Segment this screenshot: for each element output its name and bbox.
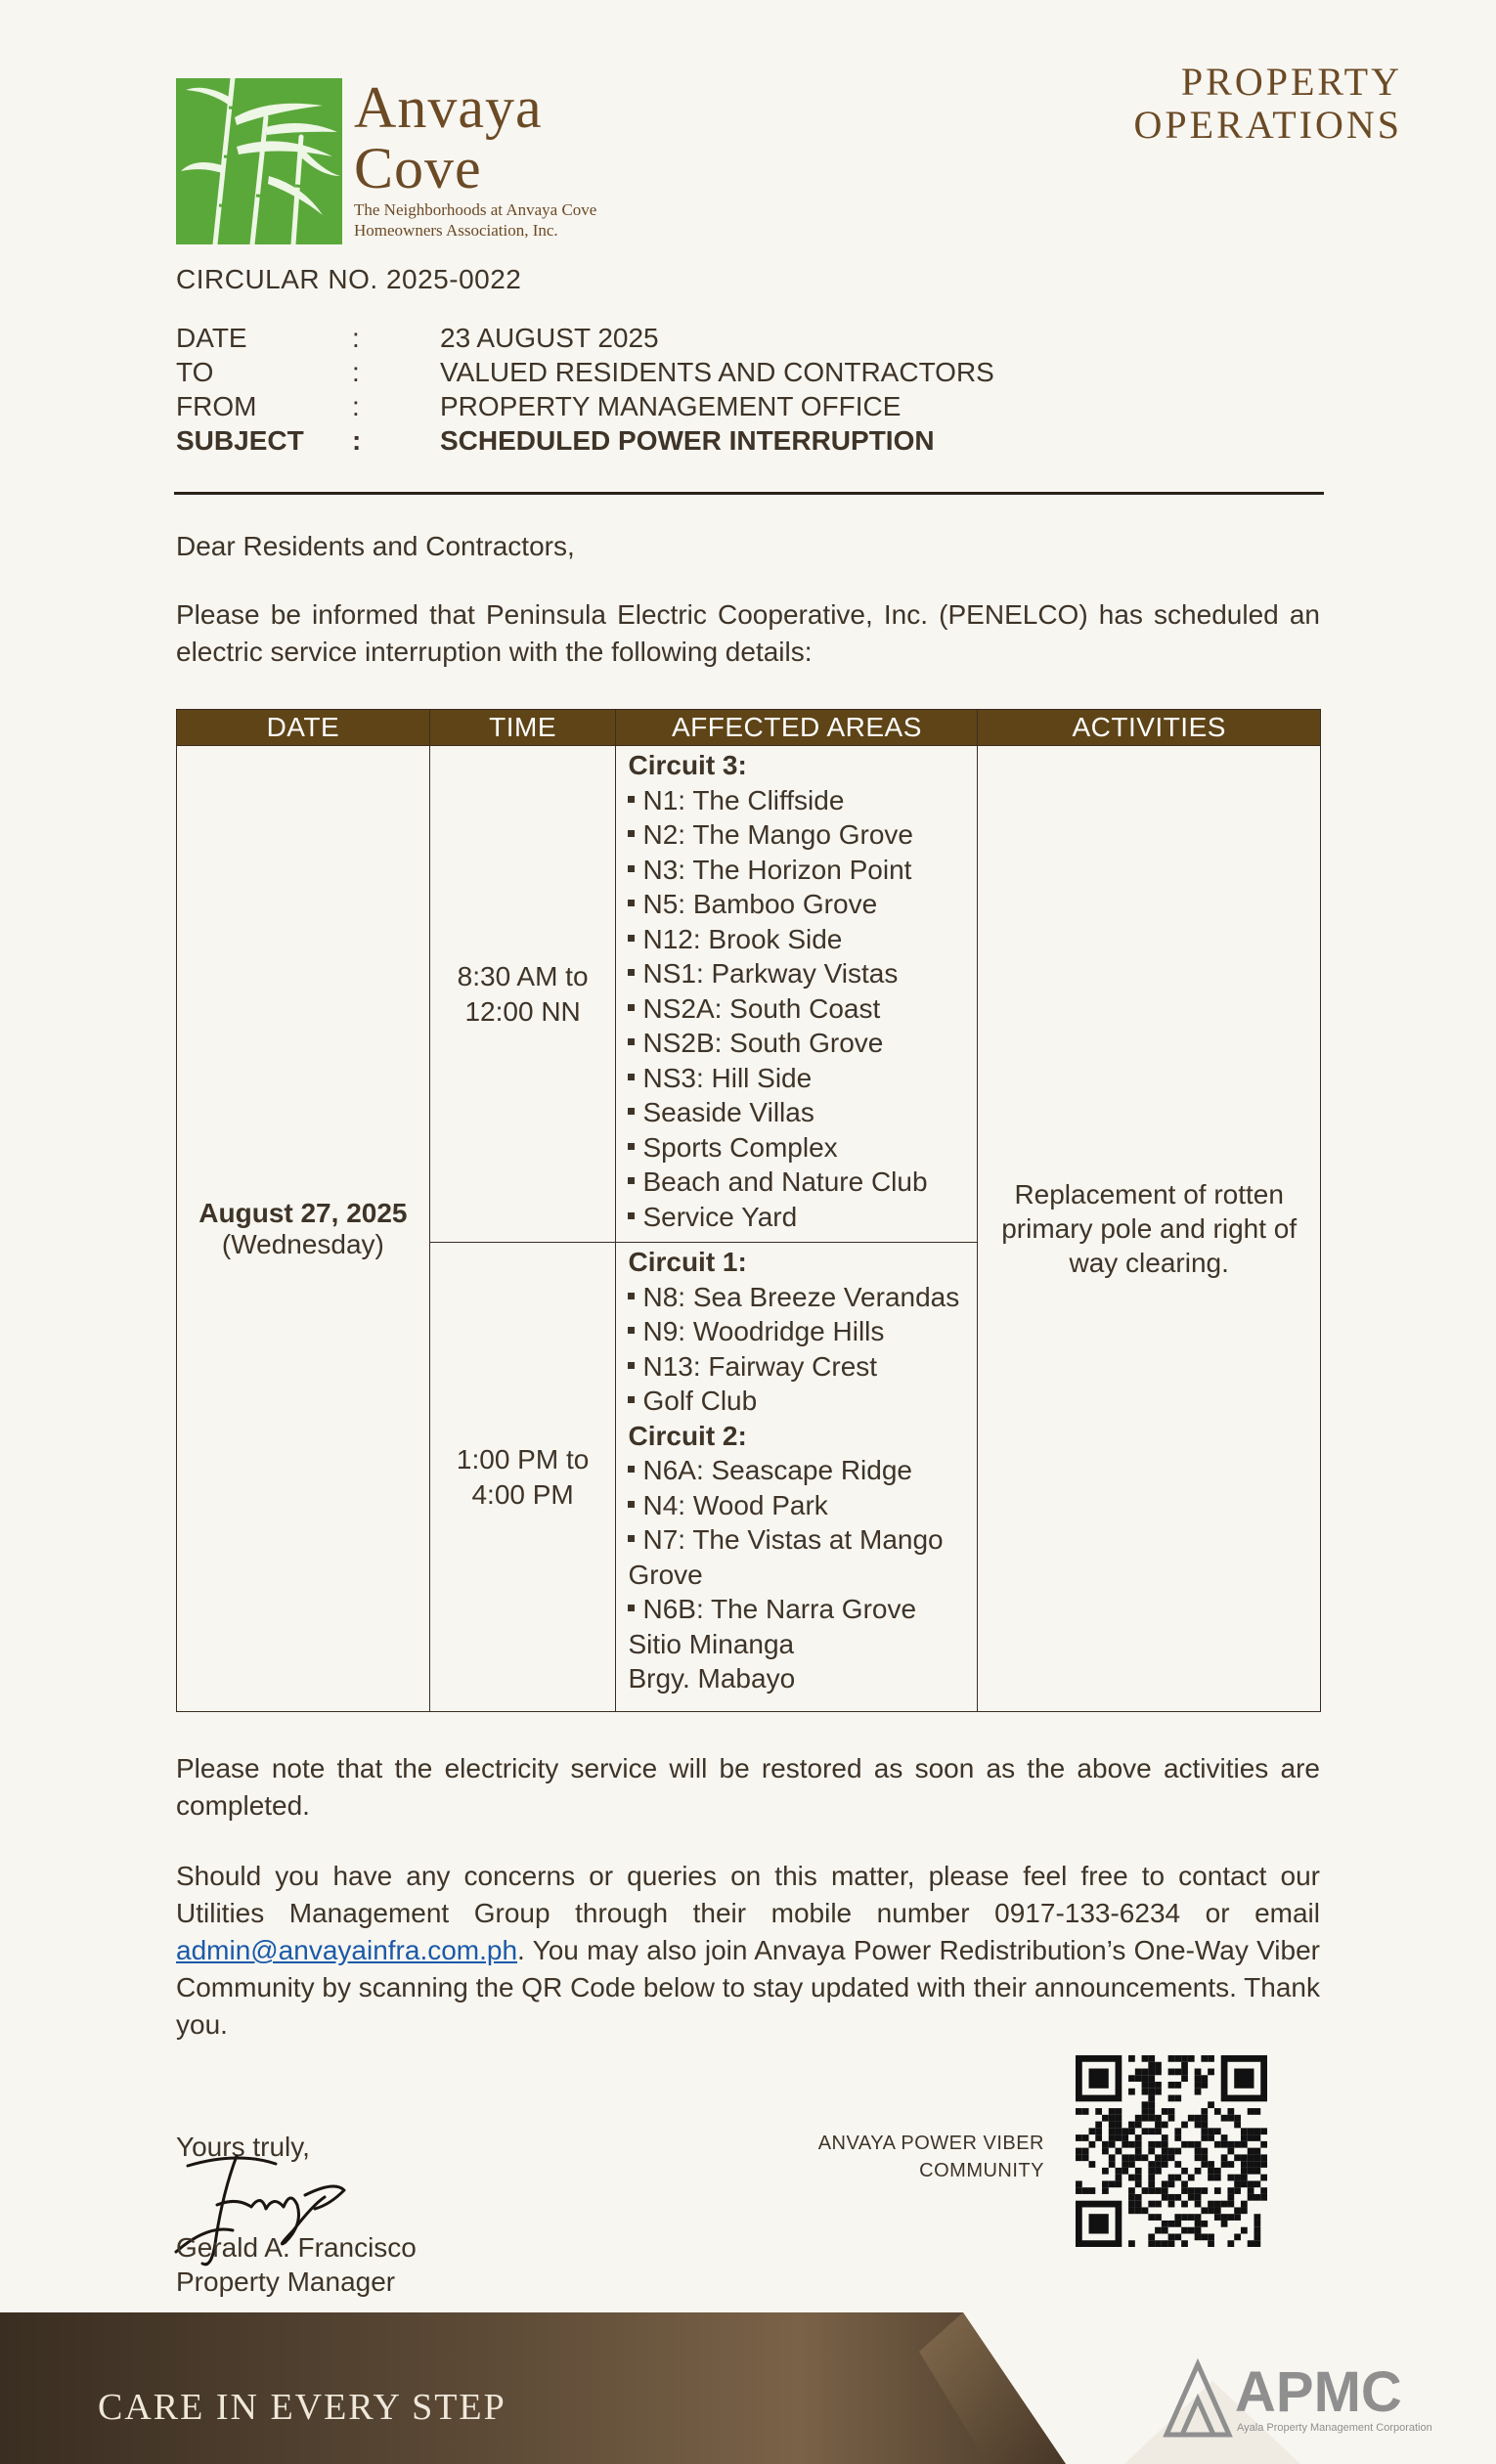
area-name: NS1: Parkway Vistas [642, 958, 899, 989]
bullet-icon [628, 1212, 635, 1219]
list-item [628, 991, 965, 1027]
meta-row-to [176, 355, 1124, 389]
meta-key: TO [176, 356, 214, 387]
meta-key: DATE [176, 322, 247, 353]
logo-line2: Cove [354, 136, 482, 200]
area-name: N12: Brook Side [642, 923, 843, 954]
area-name: Service Yard [642, 1201, 798, 1232]
dept-line2: OPERATIONS [1133, 103, 1402, 147]
meta-row-subject [176, 423, 1124, 458]
areas-cell-afternoon [616, 1243, 978, 1712]
meta-value: VALUED RESIDENTS AND CONTRACTORS [440, 356, 994, 387]
list-item [628, 1200, 965, 1235]
viber-line1: ANVAYA POWER VIBER [817, 2133, 1044, 2154]
meta-row-from [176, 389, 1124, 423]
list-item [628, 783, 965, 818]
list-item [628, 1026, 965, 1061]
areas-extra-list [628, 1627, 965, 1696]
meta-row-date [176, 321, 1124, 355]
restoration-note: Please note that the electricity service will be restored as soon as the above activities are completed. [176, 1753, 1320, 1821]
activity-text: Replacement of rotten primary pole and right of way clearing. [1001, 1179, 1298, 1278]
list-item [628, 1592, 965, 1627]
list-item [628, 1522, 965, 1592]
list-item [628, 1314, 965, 1349]
bullet-icon [628, 1605, 635, 1611]
bullet-icon [628, 830, 635, 837]
list-item [628, 1061, 965, 1096]
list-item [628, 1384, 965, 1419]
bullet-icon [628, 1038, 635, 1045]
apmc-logo [1159, 2345, 1437, 2442]
circuit-label: Circuit 2: [628, 1420, 747, 1451]
contact-text-after: . You may also join Anvaya Power Redistribution’s One-Way Viber Community by scanning the QR Code below to stay updated with their announcements. Thank you. [176, 1935, 1320, 2040]
list-item [628, 1453, 965, 1488]
time-line: 4:00 PM [471, 1478, 574, 1510]
areas-list [628, 1453, 965, 1627]
area-name: N7: The Vistas at Mango Grove [628, 1524, 944, 1590]
list-item [628, 817, 965, 853]
meta-colon: : [352, 322, 360, 353]
areas-list [628, 1280, 965, 1419]
area-name: NS3: Hill Side [642, 1062, 813, 1093]
area-name: Sitio Minanga [628, 1628, 795, 1659]
time-line: 1:00 PM to [456, 1443, 590, 1474]
list-item [628, 922, 965, 957]
area-name: N4: Wood Park [642, 1489, 828, 1520]
bullet-icon [628, 1074, 635, 1080]
meta-colon: : [352, 424, 362, 456]
area-name: N8: Sea Breeze Verandas [642, 1281, 960, 1312]
bullet-icon [628, 865, 635, 872]
bullet-icon [628, 935, 635, 942]
bullet-icon [628, 1108, 635, 1115]
logo-sub-line2: Homeowners Association, Inc. [354, 221, 558, 240]
area-name: N3: The Horizon Point [642, 854, 912, 885]
footer-tagline: CARE IN EVERY STEP [98, 2387, 506, 2428]
circuit-label: Circuit 3: [628, 750, 747, 780]
signer-name: Gerald A. Francisco [176, 2232, 417, 2263]
area-name: N1: The Cliffside [642, 784, 845, 815]
table-header-row [177, 710, 1321, 746]
bullet-icon [628, 1466, 635, 1473]
areas-list [628, 783, 965, 1235]
list-item [628, 956, 965, 991]
header-activities: ACTIVITIES [978, 710, 1321, 746]
dept-line1: PROPERTY [1180, 60, 1402, 104]
list-item [628, 1095, 965, 1130]
area-name: Seaside Villas [642, 1097, 814, 1127]
viber-line2: COMMUNITY [919, 2160, 1044, 2181]
schedule-table [176, 709, 1321, 1712]
time-cell-afternoon [429, 1243, 616, 1712]
bullet-icon [628, 1177, 635, 1184]
apmc-wordmark: APMC [1235, 2360, 1402, 2424]
bullet-icon [628, 1004, 635, 1011]
logo-sub-line1: The Neighborhoods at Anvaya Cove [354, 200, 597, 219]
header-time: TIME [429, 710, 616, 746]
list-item [628, 887, 965, 922]
list-item [628, 1280, 965, 1315]
bullet-icon [628, 1396, 635, 1403]
area-name: N13: Fairway Crest [642, 1350, 878, 1382]
meta-key: SUBJECT [176, 424, 304, 456]
bullet-icon [628, 1143, 635, 1150]
header-date: DATE [177, 710, 430, 746]
viber-label [782, 2130, 1044, 2184]
area-name: Sports Complex [642, 1131, 838, 1163]
closing: Yours truly, [176, 2132, 310, 2162]
logo-wordmark [354, 75, 543, 200]
area-name: Beach and Nature Club [642, 1166, 928, 1197]
list-item [628, 853, 965, 888]
area-name: N9: Woodridge Hills [642, 1316, 885, 1346]
bullet-icon [628, 1535, 635, 1542]
meta-key: FROM [176, 390, 257, 421]
area-name: N6B: The Narra Grove [642, 1594, 917, 1624]
viber-qr-code[interactable] [1069, 2055, 1274, 2247]
header-affected-areas: AFFECTED AREAS [616, 710, 978, 746]
meta-colon: : [352, 356, 360, 387]
areas-cell-morning [616, 746, 978, 1243]
area-name: N6A: Seascape Ridge [642, 1455, 912, 1485]
bullet-icon [628, 969, 635, 976]
list-item [628, 1349, 965, 1385]
list-item [628, 1488, 965, 1523]
logo-subtitle [354, 199, 667, 241]
area-name: N2: The Mango Grove [642, 819, 913, 850]
bullet-icon [628, 1327, 635, 1334]
header-divider [174, 492, 1324, 495]
meta-value: SCHEDULED POWER INTERRUPTION [440, 424, 935, 456]
area-name: Brgy. Mabayo [628, 1663, 796, 1694]
email-link[interactable]: admin@anvayainfra.com.ph [176, 1935, 518, 1965]
bullet-icon [628, 796, 635, 803]
area-name: N5: Bamboo Grove [642, 889, 878, 919]
meta-colon: : [352, 390, 360, 421]
list-item [628, 1165, 965, 1200]
meta-value: 23 AUGUST 2025 [440, 322, 659, 353]
area-name: Golf Club [642, 1386, 758, 1416]
bullet-icon [628, 1501, 635, 1508]
logo-line1: Anvaya [354, 75, 543, 140]
area-name: NS2B: South Grove [642, 1028, 884, 1058]
bullet-icon [628, 900, 635, 906]
meta-value: PROPERTY MANAGEMENT OFFICE [440, 390, 902, 421]
list-item [628, 1130, 965, 1166]
salutation: Dear Residents and Contractors, [176, 531, 575, 561]
circuit-label: Circuit 1: [628, 1247, 747, 1277]
contact-paragraph [176, 1858, 1320, 2044]
anvaya-cove-logo [176, 75, 645, 244]
signer-title: Property Manager [176, 2266, 396, 2297]
list-item [628, 1661, 965, 1696]
bamboo-logo-icon [176, 78, 342, 244]
list-item [628, 1627, 965, 1662]
activities-cell [978, 746, 1321, 1712]
date-weekday: (Wednesday) [221, 1228, 384, 1259]
bullet-icon [628, 1362, 635, 1369]
intro-paragraph: Please be informed that Peninsula Electric Cooperative, Inc. (PENELCO) has scheduled an electric service interruption with the following details: [176, 599, 1320, 667]
area-name: NS2A: South Coast [642, 992, 881, 1024]
circular-number: CIRCULAR NO. 2025-0022 [176, 264, 522, 294]
time-line: 8:30 AM to [457, 960, 589, 991]
time-cell-morning [429, 746, 616, 1243]
memo-header [176, 321, 1124, 458]
date-main: August 27, 2025 [198, 1197, 408, 1228]
contact-text-before: Should you have any concerns or queries on this matter, please feel free to contact our Utilities Management Group through their mobile number 0917-133-6234 or email [176, 1861, 1320, 1928]
apmc-subtitle: Ayala Property Management Corporation [1237, 2422, 1432, 2434]
date-cell [177, 746, 430, 1712]
bullet-icon [628, 1293, 635, 1299]
department-title [1134, 61, 1402, 147]
time-line: 12:00 NN [464, 995, 581, 1027]
table-row [177, 746, 1321, 1243]
